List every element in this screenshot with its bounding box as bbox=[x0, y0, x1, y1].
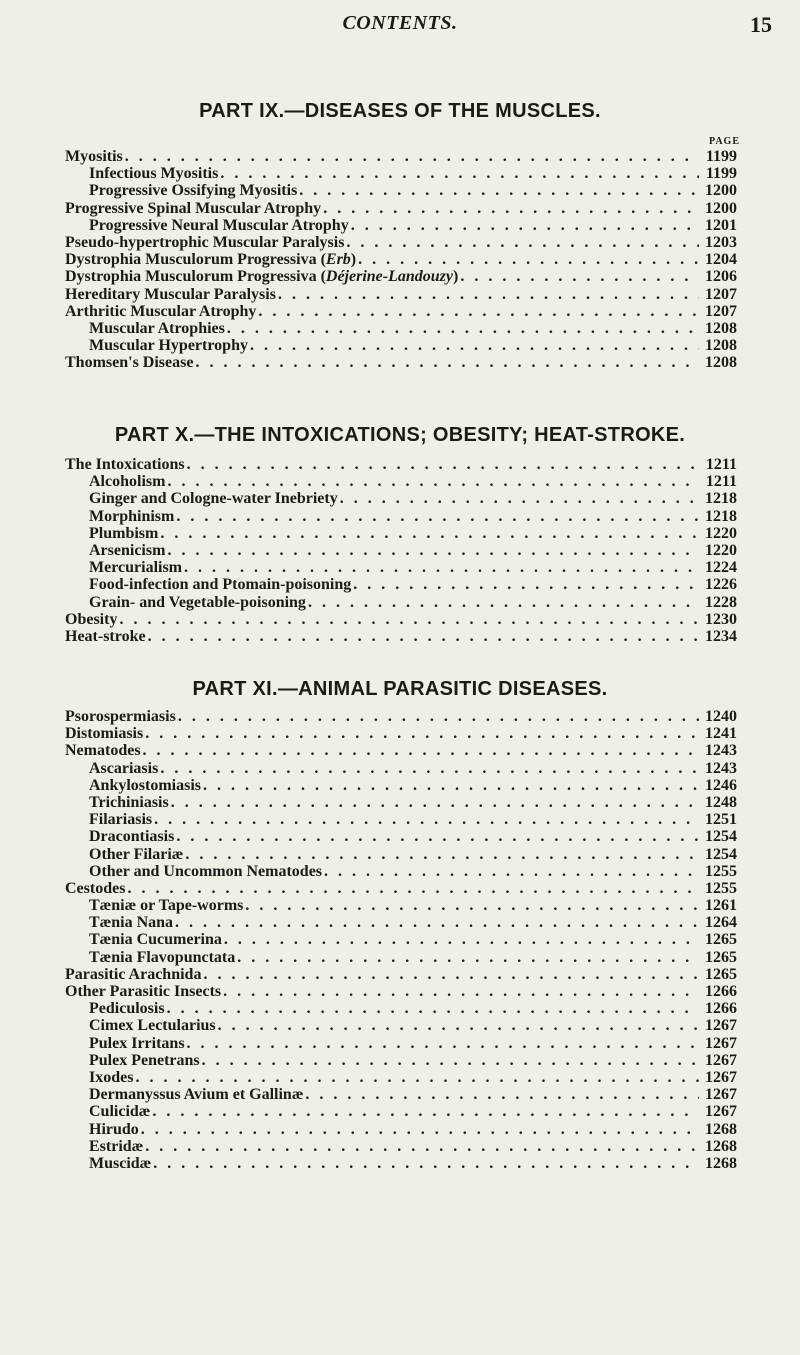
toc-entry-page: 1268 bbox=[705, 1154, 737, 1172]
dot-leader bbox=[324, 863, 699, 880]
toc-entry-page: 1207 bbox=[705, 285, 737, 303]
toc-entry-title: Progressive Spinal Muscular Atrophy bbox=[65, 199, 322, 217]
page-column-label: PAGE bbox=[708, 136, 740, 147]
toc-entry-title: Other and Uncommon Nematodes bbox=[89, 862, 323, 880]
toc-entry-title: Trichiniasis bbox=[89, 793, 169, 811]
toc-entry-author: Déjerine-Landouzy bbox=[325, 268, 453, 286]
dot-leader bbox=[227, 320, 699, 337]
toc-entry-title: Grain- and Vegetable-poisoning bbox=[89, 593, 306, 611]
toc-entry-title: Muscidæ bbox=[89, 1154, 152, 1172]
toc-entry-title: Pediculosis bbox=[89, 1000, 165, 1018]
dot-leader bbox=[127, 880, 699, 897]
toc-entry-page: 1268 bbox=[705, 1120, 737, 1138]
dot-leader bbox=[125, 148, 699, 165]
toc-entry-page: 1268 bbox=[705, 1137, 737, 1155]
dot-leader bbox=[220, 165, 699, 182]
toc-entry bbox=[65, 251, 737, 268]
toc-entry bbox=[65, 525, 737, 542]
toc-entry-title: Heat-stroke bbox=[65, 627, 146, 645]
toc-entry-page: 1199 bbox=[705, 148, 737, 165]
toc-entry-page: 1201 bbox=[705, 216, 737, 234]
page-number: 15 bbox=[750, 12, 772, 37]
toc-entry-title: Culicidæ bbox=[89, 1103, 151, 1121]
toc-entry-title: Ginger and Cologne-water Inebriety bbox=[89, 490, 338, 508]
toc-entry-title: Nematodes bbox=[65, 742, 141, 760]
toc-entry-title: Distomiasis bbox=[65, 725, 144, 743]
toc-entry-page: 1211 bbox=[705, 473, 737, 491]
toc-entry-page: 1218 bbox=[705, 490, 737, 508]
dot-leader bbox=[187, 456, 699, 473]
toc-entry bbox=[65, 286, 737, 303]
part-x-heading: PART X.—THE INTOXICATIONS; OBESITY; HEAT-STROKE. bbox=[114, 424, 686, 446]
toc-entry bbox=[65, 200, 737, 217]
toc-entry bbox=[65, 742, 737, 759]
toc-entry-title: Pulex Irritans bbox=[89, 1034, 185, 1052]
toc-entry bbox=[65, 897, 737, 914]
dot-leader bbox=[153, 1155, 699, 1172]
toc-entry bbox=[65, 1138, 737, 1155]
toc-entry-page: 1264 bbox=[705, 914, 737, 932]
toc-entry bbox=[65, 931, 737, 948]
part-ix-entries bbox=[65, 148, 737, 371]
toc-entry-title: Other Parasitic Insects bbox=[65, 983, 222, 1000]
toc-entry-title: Cimex Lectularius bbox=[89, 1017, 216, 1035]
toc-entry-title: Ascariasis bbox=[89, 759, 159, 777]
toc-entry-title: Plumbism bbox=[89, 524, 159, 542]
dot-leader bbox=[224, 931, 699, 948]
toc-entry-page: 1243 bbox=[705, 759, 737, 777]
toc-entry-page: 1234 bbox=[705, 627, 737, 645]
toc-entry-title: Mercurialism bbox=[89, 559, 183, 577]
toc-entry bbox=[65, 880, 737, 897]
dot-leader bbox=[167, 473, 699, 490]
toc-entry-page: 1267 bbox=[705, 1068, 737, 1086]
toc-entry-title-end: ) bbox=[453, 268, 459, 286]
toc-entry bbox=[65, 1000, 737, 1017]
toc-entry-title-text: Dystrophia Musculorum Progressiva ( bbox=[65, 268, 326, 286]
toc-entry-page: 1261 bbox=[705, 897, 737, 915]
dot-leader bbox=[178, 708, 699, 725]
dot-leader bbox=[245, 897, 699, 914]
toc-entry-title: Estridæ bbox=[89, 1137, 144, 1155]
toc-entry-title-end: ) bbox=[350, 251, 357, 269]
toc-entry-title: Pseudo-hypertrophic Muscular Paralysis bbox=[65, 233, 345, 251]
dot-leader bbox=[308, 594, 699, 611]
toc-entry-page: 1240 bbox=[705, 708, 737, 725]
dot-leader bbox=[223, 983, 699, 1000]
dot-leader bbox=[187, 1035, 699, 1052]
page-header bbox=[0, 10, 800, 40]
dot-leader bbox=[278, 286, 699, 303]
dot-leader bbox=[176, 828, 699, 845]
toc-entry bbox=[65, 456, 737, 473]
toc-entry-title: Food-infection and Ptomain-poisoning bbox=[89, 576, 352, 594]
dot-leader bbox=[299, 182, 699, 199]
toc-entry bbox=[65, 217, 737, 234]
dot-leader bbox=[346, 234, 699, 251]
toc-entry-page: 1207 bbox=[705, 302, 737, 320]
dot-leader bbox=[167, 542, 699, 559]
dot-leader bbox=[358, 251, 699, 268]
toc-entry-page: 1255 bbox=[705, 862, 737, 880]
toc-entry-title: Arthritic Muscular Atrophy bbox=[65, 302, 257, 320]
toc-entry-title: Parasitic Arachnida bbox=[65, 965, 202, 983]
toc-entry bbox=[65, 1035, 737, 1052]
toc-entry-title: The Intoxications bbox=[65, 456, 185, 473]
toc-entry bbox=[65, 777, 737, 794]
dot-leader bbox=[143, 742, 699, 759]
toc-entry-page: 1267 bbox=[705, 1051, 737, 1069]
toc-entry-page: 1254 bbox=[705, 845, 737, 863]
toc-entry-title: Pulex Penetrans bbox=[89, 1051, 200, 1069]
dot-leader bbox=[160, 760, 699, 777]
toc-entry bbox=[65, 863, 737, 880]
toc-entry-page: 1243 bbox=[705, 742, 737, 760]
toc-entry-title: Dermanyssus Avium et Gallinæ bbox=[89, 1086, 304, 1104]
toc-entry bbox=[65, 949, 737, 966]
toc-entry-page: 1267 bbox=[705, 1086, 737, 1104]
dot-leader bbox=[171, 794, 699, 811]
toc-entry-page: 1218 bbox=[705, 507, 737, 525]
toc-entry bbox=[65, 473, 737, 490]
toc-entry bbox=[65, 320, 737, 337]
toc-entry bbox=[65, 966, 737, 983]
toc-entry-title: Infectious Myositis bbox=[89, 165, 219, 183]
toc-entry-title: Thomsen's Disease bbox=[65, 354, 194, 372]
dot-leader bbox=[258, 303, 699, 320]
dot-leader bbox=[195, 354, 699, 371]
dot-leader bbox=[145, 725, 699, 742]
dot-leader bbox=[351, 217, 699, 234]
toc-entry-page: 1203 bbox=[705, 233, 737, 251]
toc-entry-page: 1211 bbox=[705, 456, 737, 473]
toc-entry bbox=[65, 576, 737, 593]
dot-leader bbox=[185, 846, 699, 863]
part-ix-heading: PART IX.—DISEASES OF THE MUSCLES. bbox=[199, 100, 601, 122]
toc-entry-page: 1265 bbox=[705, 948, 737, 966]
toc-entry-title: Tæniæ or Tape-worms bbox=[89, 897, 244, 915]
toc-entry bbox=[65, 268, 737, 285]
toc-entry-page: 1241 bbox=[705, 725, 737, 743]
toc-entry-page: 1267 bbox=[705, 1034, 737, 1052]
dot-leader bbox=[135, 1069, 699, 1086]
toc-entry-page: 1200 bbox=[705, 199, 737, 217]
dot-leader bbox=[184, 559, 699, 576]
toc-entry-page: 1220 bbox=[705, 541, 737, 559]
dot-leader bbox=[340, 490, 699, 507]
toc-entry-title: Ixodes bbox=[89, 1068, 134, 1086]
dot-leader bbox=[176, 508, 699, 525]
toc-entry bbox=[65, 628, 737, 645]
toc-entry-page: 1255 bbox=[705, 879, 737, 897]
toc-entry bbox=[65, 542, 737, 559]
dot-leader bbox=[119, 611, 699, 628]
toc-entry bbox=[65, 1069, 737, 1086]
toc-entry bbox=[65, 234, 737, 251]
toc-entry-title: Morphinism bbox=[89, 507, 175, 525]
dot-leader bbox=[305, 1086, 699, 1103]
toc-entry-page: 1265 bbox=[705, 965, 737, 983]
toc-entry-page: 1200 bbox=[705, 182, 737, 200]
toc-entry bbox=[65, 914, 737, 931]
toc-entry-page: 1208 bbox=[705, 337, 737, 355]
toc-entry-title: Other Filariæ bbox=[89, 845, 184, 863]
toc-entry bbox=[65, 811, 737, 828]
toc-entry-page: 1199 bbox=[705, 165, 737, 183]
dot-leader bbox=[353, 576, 699, 593]
dot-leader bbox=[250, 337, 699, 354]
toc-entry-page: 1251 bbox=[705, 811, 737, 829]
toc-entry-page: 1226 bbox=[705, 576, 737, 594]
toc-entry bbox=[65, 794, 737, 811]
toc-entry bbox=[65, 725, 737, 742]
toc-entry-title: Muscular Atrophies bbox=[89, 319, 225, 337]
toc-entry-page: 1220 bbox=[705, 524, 737, 542]
toc-entry-title: Tænia Nana bbox=[89, 914, 174, 932]
toc-entry-title: Tænia Cucumerina bbox=[89, 931, 222, 949]
toc-entry bbox=[65, 1121, 737, 1138]
toc-entry-page: 1267 bbox=[705, 1103, 737, 1121]
toc-entry-title: Arsenicism bbox=[89, 541, 166, 559]
toc-entry-author: Erb bbox=[325, 251, 351, 269]
toc-entry-page: 1224 bbox=[705, 559, 737, 577]
toc-entry-title: Ankylostomiasis bbox=[89, 776, 202, 794]
dot-leader bbox=[160, 525, 699, 542]
toc-entry-title: Psorospermiasis bbox=[65, 708, 176, 725]
dot-leader bbox=[175, 914, 699, 931]
toc-entry bbox=[65, 708, 737, 725]
toc-entry-title: Progressive Ossifying Myositis bbox=[89, 182, 298, 200]
toc-entry-page: 1228 bbox=[705, 593, 737, 611]
toc-entry bbox=[65, 354, 737, 371]
toc-entry bbox=[65, 594, 737, 611]
dot-leader bbox=[202, 1052, 699, 1069]
dot-leader bbox=[154, 811, 699, 828]
dot-leader bbox=[167, 1000, 699, 1017]
toc-entry bbox=[65, 559, 737, 576]
toc-entry-page: 1266 bbox=[705, 1000, 737, 1018]
toc-entry bbox=[65, 337, 737, 354]
toc-entry bbox=[65, 760, 737, 777]
toc-entry-page: 1265 bbox=[705, 931, 737, 949]
toc-entry-page: 1246 bbox=[705, 776, 737, 794]
toc-entry-page: 1208 bbox=[705, 319, 737, 337]
toc-entry bbox=[65, 1103, 737, 1120]
toc-entry bbox=[65, 303, 737, 320]
toc-entry-page: 1208 bbox=[705, 354, 737, 372]
toc-entry-title: Progressive Neural Muscular Atrophy bbox=[89, 216, 349, 234]
dot-leader bbox=[218, 1017, 699, 1034]
dot-leader bbox=[203, 966, 699, 983]
part-x-entries bbox=[65, 456, 737, 645]
dot-leader bbox=[460, 268, 699, 285]
toc-entry bbox=[65, 490, 737, 507]
toc-entry-title: Hirudo bbox=[89, 1120, 139, 1138]
toc-entry-page: 1266 bbox=[705, 983, 737, 1000]
toc-entry-title: Tænia Flavopunctata bbox=[89, 948, 236, 966]
toc-entry bbox=[65, 1155, 737, 1172]
toc-entry-title bbox=[65, 251, 356, 268]
toc-entry bbox=[65, 828, 737, 845]
toc-entry-page: 1248 bbox=[705, 793, 737, 811]
running-title: CONTENTS. bbox=[342, 12, 458, 34]
toc-entry bbox=[65, 1086, 737, 1103]
toc-entry-page: 1254 bbox=[705, 828, 737, 846]
toc-entry-title bbox=[65, 268, 458, 285]
toc-entry-title: Myositis bbox=[65, 148, 123, 165]
toc-entry bbox=[65, 983, 737, 1000]
toc-entry bbox=[65, 1017, 737, 1034]
dot-leader bbox=[237, 949, 699, 966]
part-xi-entries bbox=[65, 708, 737, 1172]
toc-entry-page: 1206 bbox=[705, 268, 737, 286]
toc-entry bbox=[65, 508, 737, 525]
toc-entry-title: Alcoholism bbox=[89, 473, 166, 491]
toc-entry-page: 1204 bbox=[705, 251, 737, 269]
toc-entry bbox=[65, 611, 737, 628]
toc-entry bbox=[65, 182, 737, 199]
toc-entry-title: Muscular Hypertrophy bbox=[89, 337, 248, 355]
toc-entry bbox=[65, 846, 737, 863]
dot-leader bbox=[203, 777, 699, 794]
dot-leader bbox=[148, 628, 699, 645]
toc-entry bbox=[65, 148, 737, 165]
dot-leader bbox=[152, 1103, 699, 1120]
dot-leader bbox=[145, 1138, 699, 1155]
toc-entry-title: Cestodes bbox=[65, 879, 126, 897]
dot-leader bbox=[323, 200, 699, 217]
toc-entry-page: 1230 bbox=[705, 610, 737, 628]
toc-entry-title: Filariasis bbox=[89, 811, 153, 829]
toc-entry bbox=[65, 1052, 737, 1069]
part-xi-heading: PART XI.—ANIMAL PARASITIC DISEASES. bbox=[192, 678, 608, 700]
toc-entry-page: 1267 bbox=[705, 1017, 737, 1035]
toc-entry-title-text: Dystrophia Musculorum Progressiva ( bbox=[65, 251, 326, 269]
toc-entry-title: Obesity bbox=[65, 610, 118, 628]
toc-entry bbox=[65, 165, 737, 182]
toc-entry-title: Dracontiasis bbox=[89, 828, 175, 846]
dot-leader bbox=[141, 1121, 699, 1138]
toc-entry-title: Hereditary Muscular Paralysis bbox=[65, 285, 276, 303]
